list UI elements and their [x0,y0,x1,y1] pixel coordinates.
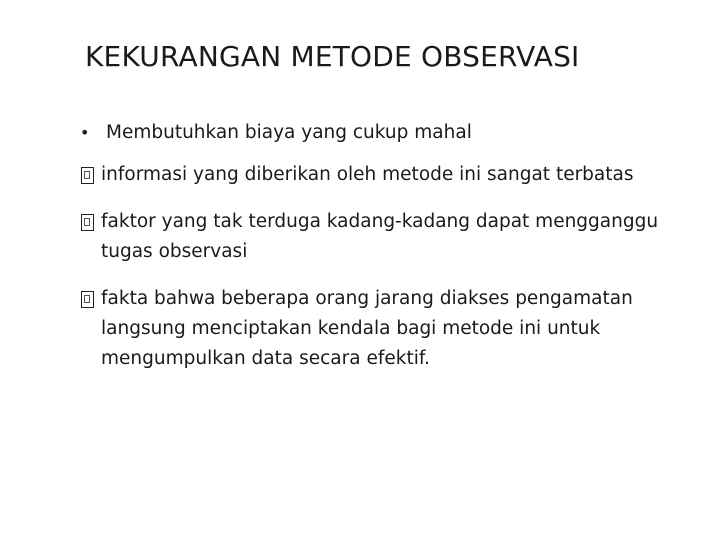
bullet-list [75,118,705,391]
bullet-text: informasi yang diberikan oleh metode ini sangat terbatas [101,164,634,185]
bullet-item [75,118,705,148]
slide-title: KEKURANGAN METODE OBSERVASI [85,40,580,73]
bullet-item [75,160,705,190]
bullet-text: Membutuhkan biaya yang cukup mahal [106,122,472,143]
missing-glyph-box-icon [81,167,94,184]
dot-icon: • [80,123,90,142]
bullet-text: fakta bahwa beberapa orang jarang diakses pengamatan langsung menciptakan kendala bagi metode ini untuk mengumpulkan data secara efektif. [101,288,633,369]
bullet-item [75,207,705,267]
bullet-item [75,284,705,374]
bullet-text: faktor yang tak terduga kadang-kadang dapat mengganggu tugas observasi [101,211,659,262]
missing-glyph-box-icon [81,291,94,308]
missing-glyph-box-icon [81,214,94,231]
